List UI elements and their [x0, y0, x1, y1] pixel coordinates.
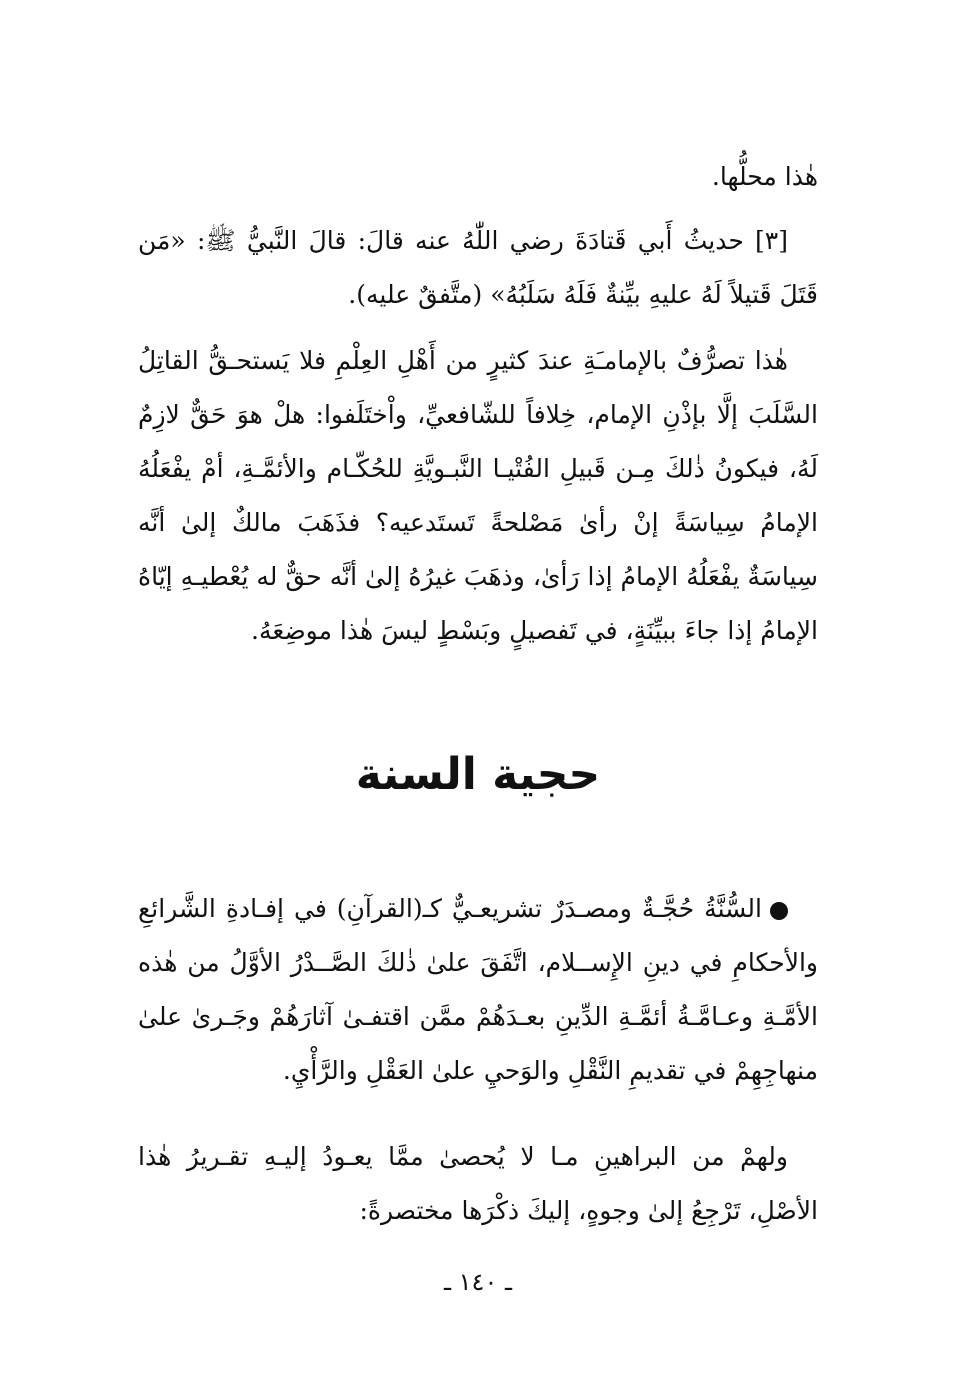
commentary-paragraph: هٰذا تصرُّفٌ بالإمامـَةِ عندَ كثيرٍ من أَهْلِ العِلْمِ فلا يَستحـقُّ القاتِلُ السَّلَبَ إلَّا بإذْنِ الإمام، خِلافاً للشّافعيِّ، واْختَلَفوا: هلْ هوَ حَقٌّ لازِمٌ لَهُ، فيكونُ ذٰلكَ مِـن قَبيلِ الفُتْيـا النَّبـويَّةِ للحُكّـام والأئمَّـةِ، أمْ يفْعَلُهُ الإمامُ سِياسَةً إنْ رأىٰ مَصْلحةً تَستَدعيه؟ فذَهَبَ مالكٌ إلىٰ أنَّه سِياسَةٌ يفْعَلُهُ الإمامُ إذا رَأىٰ، وذهَبَ غيرُهُ إلىٰ أنَّه حقٌّ له يُعْطيـهِ إيّاهُ الإمامُ إذا جاءَ ببيِّنَةٍ، في تَفصيلٍ وبَسْطٍ ليسَ هٰذا موضِعَهُ. [138, 346, 818, 645]
page-number: ـ ١٤٠ ـ [443, 1268, 512, 1296]
closing-paragraph: ولهمْ من البراهينِ مـا لا يُحصىٰ ممَّا يعـودُ إليـهِ تقـريرُ هٰذا الأصْلِ، تَرْجِعُ إلىٰ وجوهٍ، إليكَ ذكْرَها مختصرةً: [138, 1142, 818, 1225]
bullet-icon [770, 902, 788, 920]
bullet-paragraph-text: السُّنَّةُ حُجَّـةٌ ومصـدَرٌ تشريعـيٌّ كـ(القرآنِ) في إفـادةِ الشَّرائعِ والأحكامِ في دينِ الإِســلام، اتَّفَقَ علىٰ ذٰلكَ الصَّــدْرُ الأوَّلُ من هٰذه الأمَّـةِ وعـامَّـةُ أئمَّـةِ الدِّينِ بعـدَهُمْ ممَّن اقتفـىٰ آثارَهُمْ وجَـرىٰ علىٰ منهاجِهِمْ في تقديمِ النَّقْلِ والوَحيِ علىٰ العَقْلِ والرَّأْيِ. [138, 894, 818, 1085]
bullet-paragraph [138, 882, 818, 1098]
section-title: حجية السنة [355, 749, 601, 800]
hadith-paragraph: [٣] حديثُ أَبي قَتادَةَ رضي اللّٰهُ عنه قالَ: قالَ النَّبيُّ ﷺ: «مَن قَتَلَ قَتيلاً لَهُ عليهِ بيِّنةٌ فَلَهُ سَلَبُهُ» (متَّفقٌ عليه). [138, 226, 818, 309]
opening-line: هٰذا محلُّها. [711, 162, 818, 191]
